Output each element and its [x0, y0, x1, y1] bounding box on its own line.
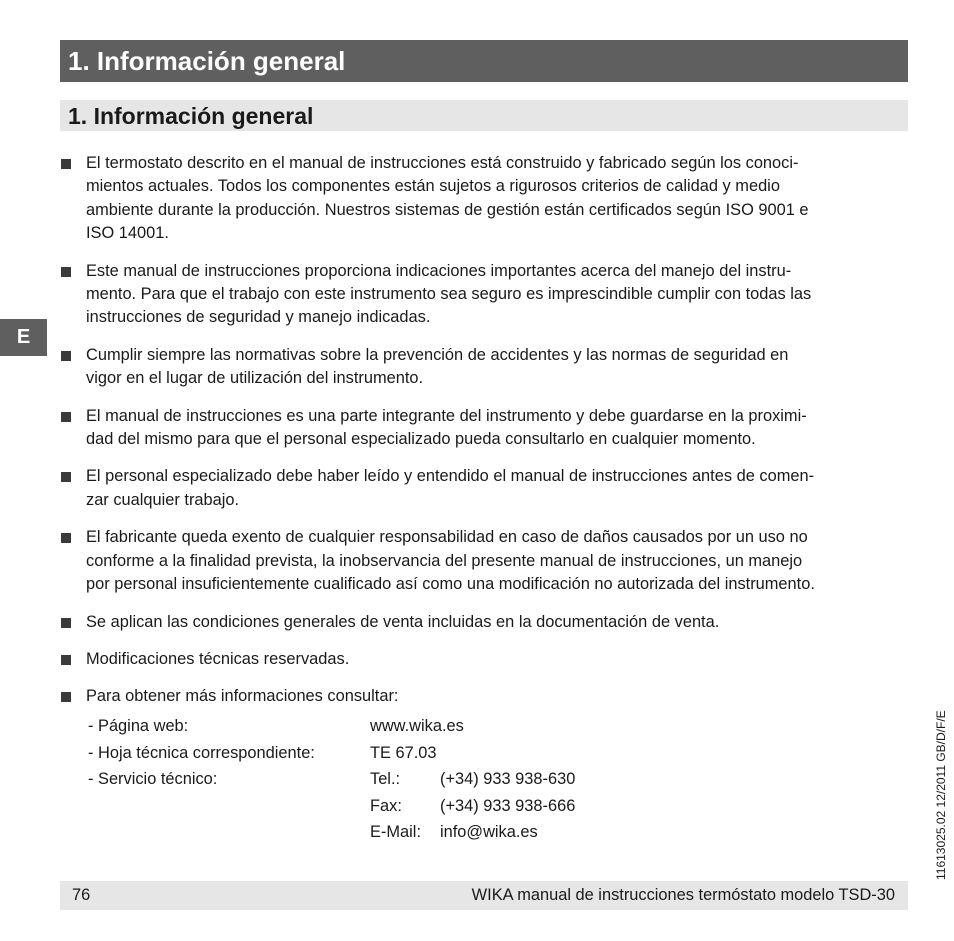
bullet-square-icon	[61, 655, 71, 665]
email-label: E-Mail:	[370, 823, 421, 842]
service-label: - Servicio técnico:	[88, 770, 218, 789]
bullet-square-icon	[61, 412, 71, 422]
bullet-line: Para obtener más informaciones consultar:	[86, 687, 399, 706]
bullet-line: Modificaciones técnicas reservadas.	[86, 649, 350, 668]
section-heading: 1. Información general	[60, 100, 908, 131]
bullet-line: Cumplir siempre las normativas sobre la prevención de accidentes y las normas de seguridad en	[86, 345, 789, 364]
footer	[60, 881, 908, 910]
bullet-item	[60, 611, 910, 634]
bullet-item	[60, 465, 910, 512]
bullet-line: dad del mismo para que el personal especializado pueda consultarlo en cualquier momento.	[86, 430, 756, 449]
document-code: 11613025.02 12/2011 GB/D/F/E	[934, 710, 948, 880]
bullet-item	[60, 405, 910, 452]
chapter-heading: 1. Información general	[60, 40, 908, 82]
bullet-list	[60, 152, 910, 723]
bullet-item	[60, 152, 910, 246]
bullet-line: zar cualquier trabajo.	[86, 490, 240, 509]
fax-label: Fax:	[370, 796, 402, 815]
email-link[interactable]: info@wika.es	[440, 823, 538, 842]
bullet-line: vigor en el lugar de utilización del instrumento.	[86, 369, 424, 388]
datasheet-value: TE 67.03	[370, 743, 437, 762]
bullet-line: Este manual de instrucciones proporciona indicaciones importantes acerca del manejo del instru-	[86, 261, 792, 280]
bullet-line: ISO 14001.	[86, 224, 169, 243]
bullet-line: mento. Para que el trabajo con este instrumento sea seguro es imprescindible cumplir con todas las	[86, 285, 812, 304]
bullet-line: por personal insuficientemente cualificado así como una modificación no autorizada del instrumento.	[86, 575, 815, 594]
bullet-square-icon	[61, 159, 71, 169]
bullet-line: conforme a la finalidad prevista, la inobservancia del presente manual de instrucciones, un manejo	[86, 551, 803, 570]
bullet-square-icon	[61, 267, 71, 277]
bullet-item	[60, 648, 910, 671]
page-number: 76	[72, 886, 91, 904]
bullet-line: instrucciones de seguridad y manejo indicadas.	[86, 308, 431, 327]
web-label: - Página web:	[88, 717, 189, 735]
web-link[interactable]: www.wika.es	[370, 717, 464, 735]
fax-value: (+34) 933 938-666	[440, 796, 576, 815]
bullet-square-icon	[61, 692, 71, 702]
bullet-line: El personal especializado debe haber leído y entendido el manual de instrucciones antes de comen-	[86, 467, 815, 486]
bullet-item	[60, 526, 910, 596]
bullet-square-icon	[61, 533, 71, 543]
bullet-square-icon	[61, 618, 71, 628]
bullet-line: El fabricante queda exento de cualquier responsabilidad en caso de daños causados por un uso no	[86, 528, 808, 547]
bullet-item	[60, 344, 910, 391]
bullet-item	[60, 260, 910, 330]
bullet-item	[60, 685, 910, 708]
bullet-square-icon	[61, 472, 71, 482]
bullet-square-icon	[61, 351, 71, 361]
tel-value: (+34) 933 938-630	[440, 770, 576, 789]
bullet-line: El manual de instrucciones es una parte integrante del instrumento y debe guardarse en la proximi-	[86, 406, 807, 425]
tel-label: Tel.:	[370, 770, 401, 789]
bullet-line: Se aplican las condiciones generales de venta incluidas en la documentación de venta.	[86, 612, 720, 631]
bullet-line: ambiente durante la producción. Nuestros sistemas de gestión están certificados según ISO 9001 e	[86, 200, 809, 219]
bullet-line: El termostato descrito en el manual de instrucciones está construido y fabricado según los conoci-	[86, 154, 799, 172]
datasheet-label: - Hoja técnica correspondiente:	[88, 743, 315, 762]
footer-title: WIKA manual de instrucciones termóstato modelo TSD-30	[471, 886, 895, 904]
language-tab: E	[0, 319, 47, 356]
bullet-line: mientos actuales. Todos los componentes están sujetos a rigurosos criterios de calidad y medio	[86, 177, 780, 196]
